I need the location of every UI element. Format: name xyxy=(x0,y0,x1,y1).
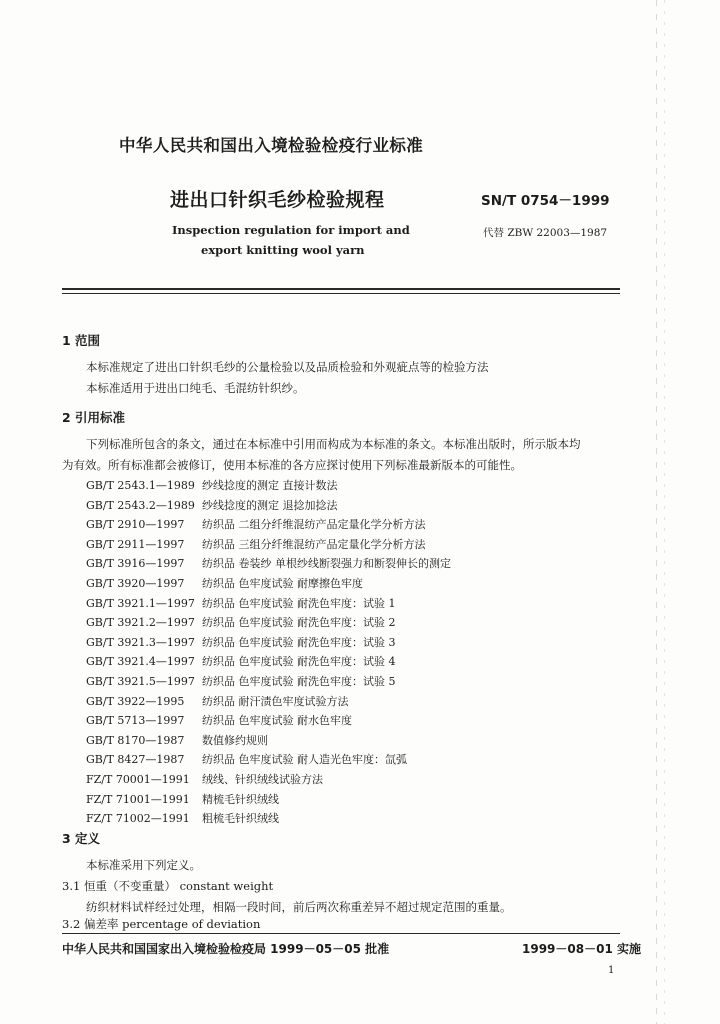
reference-item xyxy=(86,614,396,630)
reference-code: GB/T 2543.2—1989 xyxy=(86,498,195,512)
reference-item xyxy=(86,693,349,709)
reference-code: FZ/T 71002—1991 xyxy=(86,812,190,826)
reference-item xyxy=(86,791,279,807)
reference-title: 粗梳毛针织绒线 xyxy=(202,812,279,826)
reference-title: 纺织品 色牢度试验 耐洗色牢度：试验 4 xyxy=(202,655,396,669)
reference-title: 纱线捻度的测定 退捻加捻法 xyxy=(202,498,338,512)
reference-item xyxy=(86,536,426,552)
page-number: 1 xyxy=(608,965,615,976)
reference-title: 纺织品 色牢度试验 耐人造光色牢度：氙弧 xyxy=(202,753,407,767)
reference-item xyxy=(86,673,396,689)
references-intro-line-2: 为有效。所有标准都会被修订，使用本标准的各方应探讨使用下列标准最新版本的可能性。 xyxy=(62,458,522,472)
section-heading-definitions: 3 定义 xyxy=(62,831,101,846)
english-title-line-2: export knitting wool yarn xyxy=(201,243,365,257)
reference-item xyxy=(86,575,363,591)
reference-title: 纱线捻度的测定 直接计数法 xyxy=(202,479,338,492)
scan-edge-mark xyxy=(656,0,657,1024)
reference-code: GB/T 3916—1997 xyxy=(86,557,185,571)
reference-title: 纺织品 三组分纤维混纺产品定量化学分析方法 xyxy=(202,537,426,551)
reference-code: GB/T 5713—1997 xyxy=(86,714,185,728)
reference-item xyxy=(86,751,407,767)
reference-code: FZ/T 71001—1991 xyxy=(86,792,190,806)
definition-text-3-1: 纺织材料试样经过处理，相隔一段时间，前后两次称重差异不超过规定范围的重量。 xyxy=(86,900,512,914)
reference-code: GB/T 3922—1995 xyxy=(86,694,185,708)
reference-title: 纺织品 色牢度试验 耐洗色牢度：试验 5 xyxy=(202,675,396,688)
reference-code: GB/T 3921.3—1997 xyxy=(86,635,195,649)
reference-code: GB/T 3921.2—1997 xyxy=(86,616,195,630)
reference-code: GB/T 8170—1987 xyxy=(86,733,185,747)
reference-title: 纺织品 色牢度试验 耐洗色牢度：试验 3 xyxy=(202,635,396,649)
reference-title: 数值修约规则 xyxy=(202,733,268,747)
reference-item xyxy=(86,477,338,493)
reference-item xyxy=(86,497,338,513)
reference-item xyxy=(86,732,268,748)
definition-term-3-2: 3.2 偏差率 percentage of deviation xyxy=(62,917,261,931)
references-intro-line-1: 下列标准所包含的条文，通过在本标准中引用而构成为本标准的条文。本标准出版时，所示版本均 xyxy=(86,437,581,451)
replaces-note: 代替 ZBW 22003—1987 xyxy=(483,227,608,239)
reference-item xyxy=(86,555,451,571)
header-divider xyxy=(62,293,620,294)
section-heading-scope: 1 范围 xyxy=(62,333,101,348)
reference-item xyxy=(86,771,323,787)
reference-item xyxy=(86,810,279,826)
reference-code: GB/T 3921.4—1997 xyxy=(86,655,195,669)
reference-code: GB/T 3921.1—1997 xyxy=(86,596,195,610)
effective-date: 1999－08－01 实施 xyxy=(522,942,641,956)
reference-item xyxy=(86,712,352,728)
approval-line: 中华人民共和国国家出入境检验检疫局 1999－05－05 批准 xyxy=(62,942,390,956)
definitions-intro: 本标准采用下列定义。 xyxy=(86,858,201,872)
reference-code: GB/T 2911—1997 xyxy=(86,537,185,551)
reference-item xyxy=(86,653,396,669)
reference-title: 精梳毛针织绒线 xyxy=(202,792,279,806)
industry-title: 中华人民共和国出入境检验检疫行业标准 xyxy=(119,136,424,155)
reference-code: FZ/T 70001—1991 xyxy=(86,773,190,786)
reference-title: 纺织品 色牢度试验 耐摩擦色牢度 xyxy=(202,577,363,590)
reference-code: GB/T 3920—1997 xyxy=(86,577,185,590)
reference-code: GB/T 8427—1987 xyxy=(86,753,185,767)
section-heading-references: 2 引用标准 xyxy=(62,410,126,425)
reference-code: GB/T 3921.5—1997 xyxy=(86,675,195,688)
scope-paragraph-2: 本标准适用于进出口纯毛、毛混纺针织纱。 xyxy=(86,381,305,395)
reference-title: 纺织品 色牢度试验 耐水色牢度 xyxy=(202,714,352,728)
reference-item xyxy=(86,516,426,532)
reference-item xyxy=(86,595,396,611)
reference-title: 纺织品 耐汗渍色牢度试验方法 xyxy=(202,694,349,708)
reference-item xyxy=(86,634,396,650)
reference-code: GB/T 2543.1—1989 xyxy=(86,479,195,492)
header-divider xyxy=(62,288,620,290)
document-title: 进出口针织毛纱检验规程 xyxy=(170,189,385,211)
standard-number: SN/T 0754－1999 xyxy=(481,193,610,209)
scan-edge-mark xyxy=(664,0,665,1024)
reference-title: 纺织品 二组分纤维混纺产品定量化学分析方法 xyxy=(202,518,426,532)
scope-paragraph-1: 本标准规定了进出口针织毛纱的公量检验以及品质检验和外观疵点等的检验方法 xyxy=(86,360,489,374)
reference-title: 绒线、针织绒线试验方法 xyxy=(202,773,323,786)
reference-title: 纺织品 卷装纱 单根纱线断裂强力和断裂伸长的测定 xyxy=(202,557,451,571)
definition-term-3-1: 3.1 恒重（不变重量） constant weight xyxy=(62,879,274,893)
reference-title: 纺织品 色牢度试验 耐洗色牢度：试验 1 xyxy=(202,596,396,610)
english-title-line-1: Inspection regulation for import and xyxy=(172,223,410,237)
footer-divider xyxy=(62,933,620,934)
reference-title: 纺织品 色牢度试验 耐洗色牢度：试验 2 xyxy=(202,616,396,630)
reference-code: GB/T 2910—1997 xyxy=(86,518,185,532)
